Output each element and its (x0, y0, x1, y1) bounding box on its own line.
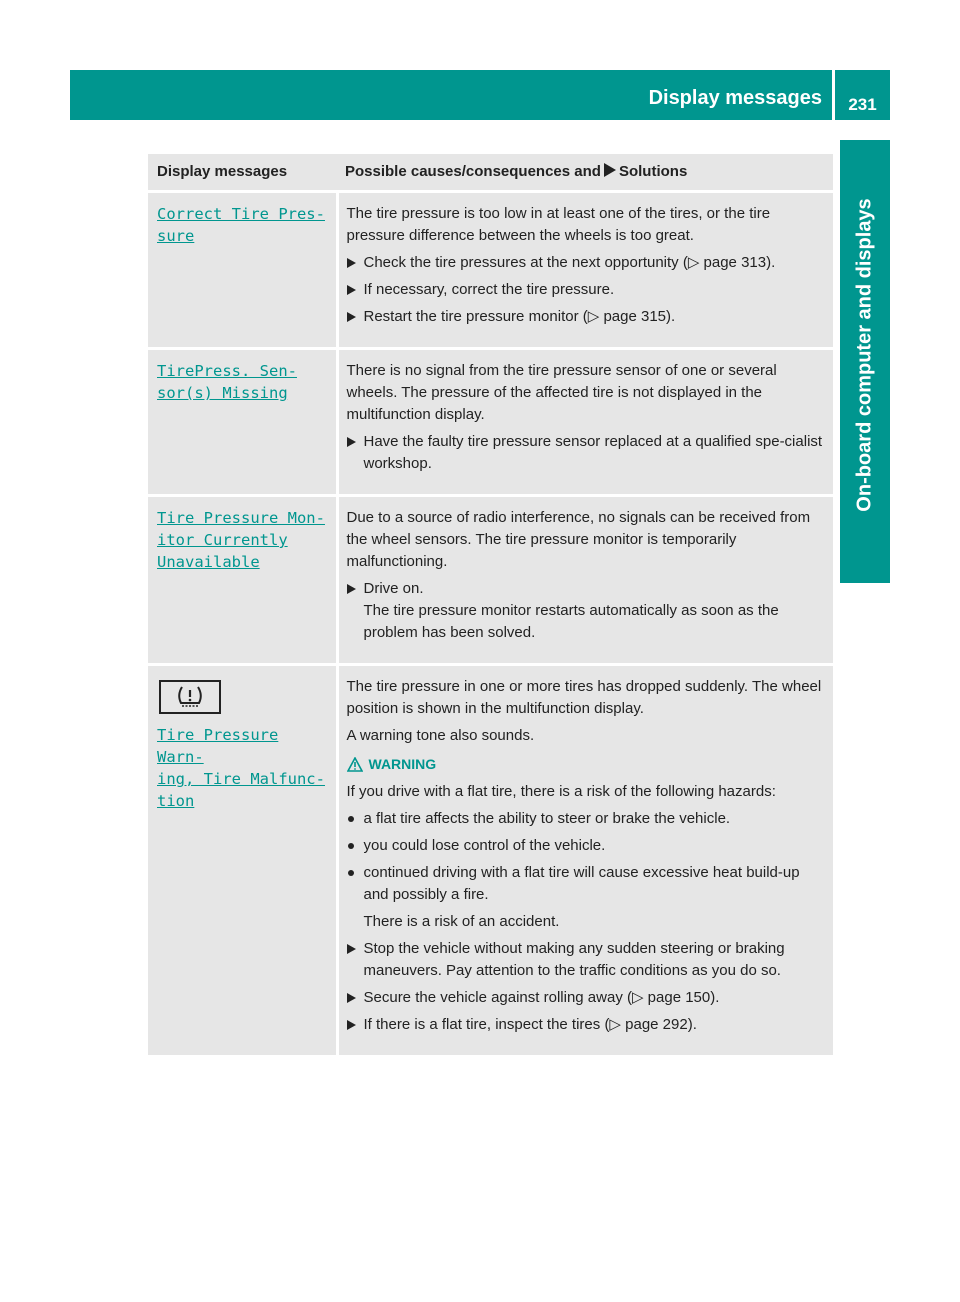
action-arrow-icon (347, 437, 356, 447)
display-message-line: Tire Pressure Warn‐ (157, 726, 279, 766)
display-message-line: itor Currently (157, 531, 288, 549)
hazard-text: you could lose control of the vehicle. (363, 837, 606, 854)
action-item (347, 578, 826, 644)
cause-text: The tire pressure is too low in at least one of the tires, or the tire pressure difference between the wheels is too great. (346, 205, 771, 244)
hazard-text: continued driving with a flat tire will cause excessive heat build-up and possibly a fire. (363, 864, 800, 903)
display-message-line: TirePress. Sen‐ (157, 362, 297, 380)
action-item (347, 252, 826, 274)
warning-text: If you drive with a flat tire, there is a risk of the following hazards: (346, 783, 776, 800)
display-message-line: sor(s) Missing (157, 384, 288, 402)
column-header-solutions (337, 154, 833, 192)
action-item (347, 279, 826, 301)
table-header-row (148, 154, 833, 192)
hazard-item (347, 862, 826, 906)
table-row (148, 192, 833, 349)
column-header-causes: Possible causes/consequences and (345, 163, 601, 180)
arrow-right-icon (604, 163, 616, 177)
warning-triangle-icon (347, 757, 363, 772)
solution-cell (337, 496, 833, 665)
message-cell (148, 192, 337, 349)
column-header-messages: Display messages (148, 154, 337, 192)
side-tab-label: On-board computer and displays (853, 198, 876, 512)
action-arrow-icon (347, 258, 356, 268)
display-message-line: tion (157, 792, 195, 810)
side-tab-marker (840, 533, 890, 583)
bullet-icon (348, 816, 354, 822)
message-cell (148, 496, 337, 665)
warning-label: WARNING (368, 756, 437, 772)
action-arrow-icon (347, 944, 356, 954)
solution-cell (337, 192, 833, 349)
table-row (148, 665, 833, 1056)
message-cell (148, 349, 337, 496)
action-arrow-icon (347, 584, 356, 594)
action-text: Have the faulty tire pressure sensor replaced at a qualified spe‐cialist workshop. (363, 433, 823, 472)
action-arrow-icon (347, 1020, 356, 1030)
cause-text: There is no signal from the tire pressure sensor of one or several wheels. The pressure of the affected tire is not displayed in the multifunction display. (346, 362, 777, 423)
action-detail-text: The tire pressure monitor restarts automatically as soon as the problem has been solved. (363, 602, 779, 641)
display-message-line: ing, Tire Malfunc‐ (157, 770, 325, 788)
action-item (347, 987, 826, 1009)
action-arrow-icon (347, 312, 356, 322)
hazard-text: a flat tire affects the ability to steer or brake the vehicle. (363, 810, 731, 827)
display-message-line: sure (157, 227, 195, 245)
bullet-icon (348, 843, 354, 849)
action-text: If there is a flat tire, inspect the tires (▷ page 292). (363, 1016, 697, 1033)
action-text: Drive on. (363, 580, 424, 597)
hazard-item (347, 808, 826, 830)
tire-pressure-warning-icon (159, 680, 221, 714)
page-section-title: Display messages (648, 87, 822, 109)
cause-text: Due to a source of radio interference, no signals can be received from the wheel sensors. The tire pressure monitor is temporarily malfunctioning. (346, 509, 811, 570)
hazard-item (347, 835, 826, 857)
action-item (347, 1014, 826, 1036)
cause-text: The tire pressure in one or more tires has dropped suddenly. The wheel position is shown in the multifunction display. (346, 678, 822, 717)
table-row (148, 349, 833, 496)
action-item (347, 431, 826, 475)
action-text: Secure the vehicle against rolling away (▷ page 150). (363, 989, 720, 1006)
display-message-line: Tire Pressure Mon‐ (157, 509, 325, 527)
display-messages-table (148, 154, 833, 1055)
action-text: Stop the vehicle without making any sudden steering or braking maneuvers. Pay attention to the traffic conditions as you do so. (363, 940, 785, 979)
warning-heading (347, 753, 826, 775)
action-arrow-icon (347, 993, 356, 1003)
action-text: Check the tire pressures at the next opportunity (▷ page 313). (363, 254, 776, 271)
page-number: 231 (835, 70, 890, 120)
action-arrow-icon (347, 285, 356, 295)
hazard-consequence: There is a risk of an accident. (363, 913, 560, 930)
cause-text: A warning tone also sounds. (346, 727, 535, 744)
display-message-line: Unavailable (157, 553, 260, 571)
action-item (347, 306, 826, 328)
table-row (148, 496, 833, 665)
message-cell (148, 665, 337, 1056)
action-text: Restart the tire pressure monitor (▷ page 315). (363, 308, 676, 325)
display-message-line: Correct Tire Pres‐ (157, 205, 325, 223)
bullet-icon (348, 870, 354, 876)
solution-cell (337, 349, 833, 496)
solution-cell (337, 665, 833, 1056)
column-header-solutions-label: Solutions (618, 163, 688, 180)
action-item (347, 938, 826, 982)
action-text: If necessary, correct the tire pressure. (363, 281, 615, 298)
